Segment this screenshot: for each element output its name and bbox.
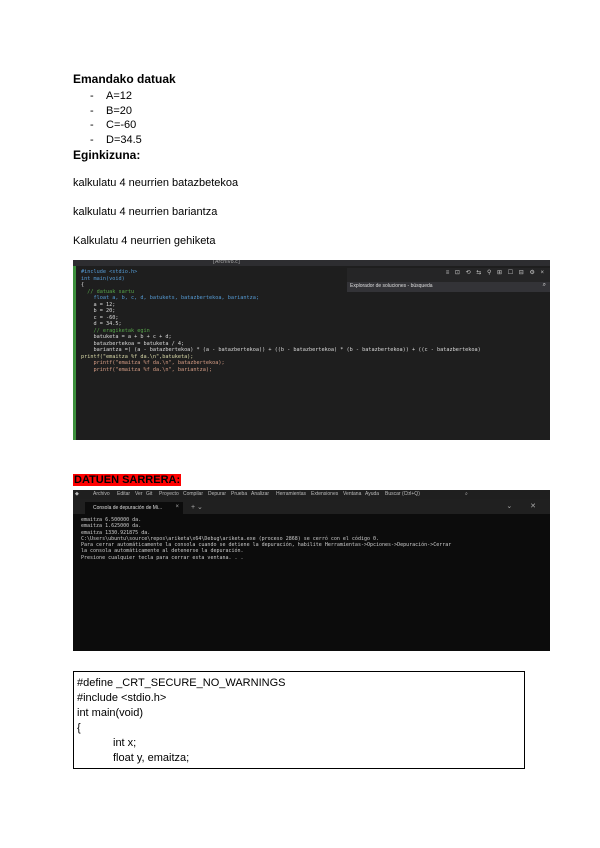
given-heading: Emandako datuak [73, 72, 176, 86]
menu-item[interactable]: Archivo [93, 491, 110, 497]
new-tab-button[interactable]: + ⌄ [191, 504, 203, 511]
given-item: - D=34.5 [90, 133, 142, 148]
close-icon[interactable]: × [175, 504, 179, 510]
solution-explorer-search[interactable] [347, 282, 550, 292]
code-box [73, 671, 525, 769]
search-placeholder: Explorador de soluciones - búsqueda [350, 283, 433, 289]
output-line: C:\Users\ubuntu\source\repos\ariketa\x64\Debug\ariketa.exe (proceso 2868) se cerró con el código 0. [81, 535, 380, 542]
given-item: - B=20 [90, 104, 142, 119]
console-screenshot [73, 490, 550, 651]
given-list [90, 89, 142, 147]
output-line: Para cerrar automáticamente la consola cuando se detiene la depuración, habilite Herramientas->Opciones->Depuración->Cerrar [81, 542, 452, 549]
menu-item[interactable]: Extensiones [311, 491, 339, 497]
code-box-line: int main(void) [77, 707, 144, 719]
code-line: a = 12; [81, 301, 116, 308]
output-line: emaitza 1.625000 da. [81, 523, 142, 530]
code-line: // eragiketak egin [81, 327, 150, 334]
code-line: c = -60; [81, 314, 119, 321]
code-line: batazbertekoa = batuketa / 4; [81, 340, 185, 347]
menu-item[interactable]: Prueba [231, 491, 248, 497]
code-box-line: { [77, 722, 81, 734]
menu-item[interactable]: Editar [117, 491, 131, 497]
code-box-line: #define _CRT_SECURE_NO_WARNINGS [77, 677, 286, 689]
code-line: int main(void) [81, 275, 125, 282]
code-line: // datuak sartu [81, 288, 135, 295]
output-line: emaitza 1330.921875 da. [81, 529, 151, 536]
output-line: emaitza 6.500000 da. [81, 517, 142, 523]
menu-item[interactable]: Ver [135, 491, 143, 497]
ide-gutter [73, 266, 76, 440]
task-item: kalkulatu 4 neurrien batazbetekoa [73, 177, 239, 189]
code-line: #include <stdio.h> [81, 269, 138, 275]
code-line: bariantza =( (a - batazbertekoa) * (a - batazbertekoa)) + ((b - batazbertekoa) * (b - batazbertekoa)) + ((c - batazbertekoa) [81, 347, 481, 353]
window-controls[interactable]: ⌄ ✕ [506, 503, 544, 510]
task-item: kalkulatu 4 neurrien bariantza [73, 206, 218, 218]
output-heading: DATUEN SARRERA: [74, 474, 181, 486]
given-item: - C=-60 [90, 118, 142, 133]
task-heading: Eginkizuna: [73, 148, 141, 162]
code-box-line: int x; [113, 737, 137, 749]
code-box-line: #include <stdio.h> [77, 692, 167, 704]
code-line: printf("emaitza %f da.\n", batazbertekoa); [81, 360, 225, 366]
menu-item[interactable]: Ventana [343, 491, 362, 497]
menu-item[interactable]: Depurar [208, 491, 227, 497]
terminal-tab[interactable] [85, 502, 183, 514]
code-line: printf("emaitza %f da.\n",batuketa); [81, 353, 194, 360]
output-line: Presione cualquier tecla para cerrar esta ventana. . . [81, 554, 244, 561]
console-output [81, 517, 451, 561]
ide-title-bar [73, 260, 550, 266]
code-line: { [81, 282, 85, 288]
solution-explorer-toolbar [347, 268, 550, 283]
toolbar-icons[interactable]: ≡ ⊡ ⟲ ⇆ ⚲ ⊞ ☐ ⊟ ⚙ × [445, 270, 546, 276]
output-line: la consola automáticamente al detenerse la depuración. [81, 548, 244, 555]
menu-item[interactable]: Proyecto [159, 491, 179, 497]
given-item: - A=12 [90, 89, 142, 104]
code-line: b = 20; [81, 308, 116, 314]
code-box-line: float y, emaitza; [113, 752, 190, 764]
ide-file-tab: [Archivo.c] [213, 260, 240, 265]
search-icon[interactable]: ⌕ [465, 491, 468, 497]
terminal-tab-bar [73, 499, 550, 514]
code-line: float a, b, c, d, batukets, batazbertekoa, bariantza; [81, 295, 260, 301]
code-line: printf("emaitza %f da.\n", bariantza); [81, 366, 213, 373]
menu-item[interactable]: Ayuda [365, 491, 380, 497]
menu-item[interactable]: Compilar [183, 491, 204, 497]
menu-item[interactable]: Git [146, 491, 153, 497]
task-item: Kalkulatu 4 neurrien gehiketa [73, 235, 216, 247]
menu-item[interactable]: Analizar [251, 491, 270, 497]
vs-menu-bar [73, 490, 550, 499]
terminal-tab-title: Consola de depuración de Mi... [93, 505, 163, 511]
code-line: d = 34.5; [81, 321, 122, 327]
search-box[interactable]: Buscar (Ctrl+Q) [385, 491, 420, 497]
vs-logo-icon: ◆ [75, 491, 79, 497]
ide-screenshot [73, 260, 550, 440]
code-line: batuketa = a + b + c + d; [81, 334, 172, 340]
search-icon[interactable]: ⌕ [542, 282, 546, 288]
menu-item[interactable]: Herramientas [276, 491, 307, 497]
